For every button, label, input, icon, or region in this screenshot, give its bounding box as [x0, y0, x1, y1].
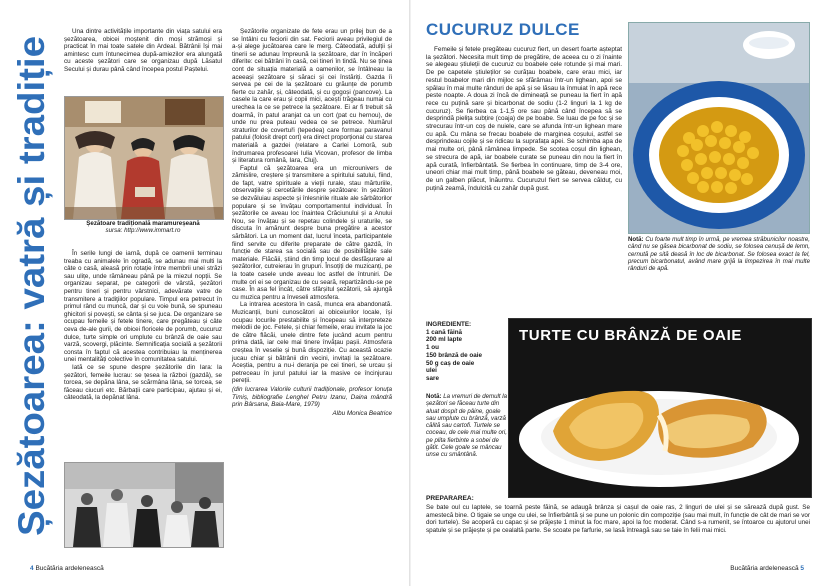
ingredients-title: INGREDIENTE: — [426, 321, 472, 328]
preparation-title: PREPARAREA: — [426, 495, 474, 502]
ingredient-item: 200 ml lapte — [426, 336, 463, 344]
note-text: Cu foarte mult timp în urmă, pe vremea străbunicilor noastre, când nu se găsea bicarbonat de sodiu, se folosea cenușă de lemn, cernută pe sită deasă în loc de bicarbonat. Se folosea exact la fel, precum bicarbonatul, având mare grijă la limpezirea în mai multe rânduri de apă. — [628, 236, 810, 273]
ingredient-item: ulei — [426, 367, 437, 375]
photo-caption — [64, 220, 222, 235]
left-column-body — [64, 250, 222, 402]
turte-photo-illustration — [509, 319, 811, 497]
body-paragraph: În serile lungi de iarnă, după ce oamenii terminau treaba cu animalele în ogradă, se adunau mai multi la câte o casă, aleasă prin rotație între membrii unei străzi sau ulițe, unde rămâneau până pe la miezul nopții. Se organizau separat, pe categorii de vârstă, șezători pentru tineri și pentru vârstnici, adevărate vatre de transmitere a tradiţiilor populare. Timpul era petrecut în primul rând cu muncă, dar și cu voie bună, se spuneau ghicitori și povești, se cânta și se juca. De organizare se ocupau femeile și fetele tinere, care pregăteau și câte ceva de-ale gurii, de obicei floricele de porumb, cucuruz dulce, turte simple ori umplute cu brânză de oaie sau varză, scovergi, plăcinte. Semnificația socială a șezătorii consta în faptul că acestea contribuiau la menținerea unei mentalități colective în comunitatea satului. — [64, 250, 222, 364]
historic-photo — [64, 462, 224, 548]
cucuruz-photo — [628, 22, 810, 234]
preparation-paragraph: Se bate oul cu laptele, se toarnă peste făină, se adaugă brânza și cașul de oaie ras, 2 linguri de ulei și se sărează după gust. Se amestecă bine. O tigaie se unge cu ulei, se înfierbântă și se pune un polonic din compoziție (sau mai mult, în funcție de cât de mari se vor dori turtele). Se acoperă cu capac și se prăjește 1 minut la foc mare, apoi la foc moderat. Când s-a rumenit, se întoarce cu ajutorul unei spatule și se prăjește și pe cealaltă parte. Se scoate pe farfurie, se lasă întreagă sau se taie în felii mai mici. — [426, 504, 810, 534]
note-label: Notă: — [628, 236, 644, 243]
turte-note — [426, 393, 508, 459]
left-footer-label: Bucătăria ardelenească — [35, 565, 104, 572]
left-footer — [30, 565, 104, 572]
photo-caption-title: Șezătoare tradițională maramureșeană — [86, 220, 200, 227]
ingredient-item: 1 ou — [426, 344, 439, 352]
ingredient-item: 50 g caș de oaie — [426, 359, 475, 367]
sezatoare-photo-illustration — [65, 97, 223, 219]
vertical-title-text: Șezătoarea: vatră și tradiție — [11, 54, 52, 536]
photo-caption-source: sursa: http://www.immart.ro — [105, 227, 181, 235]
body-paragraph: La intrarea acestora în casă, munca era abandonată. Muzicanții, buni cunoscători ai obiceiurilor locale, își ocupau locurile prestabilite și începeau să interpreteze melodii de joc. Fetele, și chiar femeile, erau invitate la joc de către flăcăi, unele dintre fete jucând acum pentru prima dată, iar cele mai tinere învățau pașii. Atmosfera creștea în veselie și bună dispoziție. Cu această ocazie jucau chiar și bătrânii din vecini, invitați la șezătoare. Aceștia, pentru a nu-i deranja pe cei tineri, se urcau și petreceau în jurul patului iar la masive ce încinjurau pereții. — [232, 301, 392, 385]
cucuruz-photo-illustration — [629, 23, 809, 233]
right-page-number: 5 — [800, 565, 804, 572]
ingredient-item: sare — [426, 374, 439, 382]
recipe-title-turte: TURTE CU BRÂNZĂ DE OAIE — [519, 327, 742, 344]
ingredient-item: 1 cană făină — [426, 328, 463, 336]
turte-photo — [508, 318, 812, 498]
intro-paragraph: Una dintre activitățile importante din viața satului era șezătoarea, obicei moștenit din moși strămoși și practicat în mai toate satele din Ardeal. Bătrânii își mai amintesc cum întunecimea după-amiezilor era alungată cu aceste șezători care se organizau după Lăsatul Secului și durau până când începea postul Paștelui. — [64, 28, 222, 73]
body-paragraph: Faptul că șezătoarea era un microunivers de zămislire, creștere și transmitere a spiritului satului, fiind, de fapt, vatre spirituale a vieții rurale, stau mărturiile, observațiile și cercetările despre șezătoare: în șezători se dezvăluiau aspecte și înlesnirile rituale ale sărbătorilor populare și se învățau comportamentul individual. În șezătorile ce aveau loc înaintea Crăciunului și a Anului Nou, se învățau și se repetau colindele și uraturile, se discuta în amănunt despre buna pregătire a acestor sărbători. La un moment dat, lucrul înceta, participantele fiind servite cu diferite preparate de către gazdă, în funcție de starea sa socială sau de posibilitățile sale materiale. Flăcăii, știind din timp locul de desfășurare al șezătorilor, cutreierau în grupuri. Însoțiți de muzicanți, pe la toate casele unde aveau loc astfel de întruniri. De multe ori ei se organizau de cu seară, repartizându-se pe case. În asa fel încât, către sfârșitul șezătorii, să ajungă cu muzica pentru a înveseli atmosfera. — [232, 164, 392, 301]
right-page — [410, 0, 820, 586]
body-paragraph: Femeile și fetele pregăteau cucuruz fiert, un desert foarte așteptat la șezători. Necesita mult timp de pregătire, de aceea cu o zi înainte se alegeau știuleții de cucuruz cu boabele cele rotunde și mai mari. De pe capetele știuleților se curățau boabele, care erau mici, iar restul boabelor mari din mijloc se sfărâmau într-un lighean, apoi se spălau în mai multe rânduri de apă și se lăsau la înmuiat în apă rece peste noapte. A doua zi încă de dimineață se puneau la fiert în apă rece cu puțină sare și bicarbonat de sodiu (1-2 linguri la 1 kg de cucuruz). Se fierbea ca 1-1,5 ore sau până când începea să se desprindă pielița subțire (coaja) de pe boabe. Se luau de pe foc și se strecurau într-un coș de nuiele, care se afunda într-un lighean mare cu apă. Cu mâna se frecau boabele de marginea coșului, astfel se desprindeau cojile și se ridicau la suprafața apei. Se schimba apa de mai multe ori, până rămânea limpede. Se scotea coșul din lighean, se strecura de apă, iar boabele curate se puneau din nou la fiert în apă curată, înfierbântată. Se fierbea în continuare, timp de 3-4 ore, uneori chiar mai mult timp, până boabele se găteau, deveneau moi, de un galben plăcut, înăuntru. Cucuruzul fiert se servea călduț, cu puțină zeamă, îndulcită cu zahăr după gust. — [426, 46, 622, 192]
right-footer-label: Bucătăria ardelenească — [730, 565, 799, 572]
historic-photo-illustration — [65, 463, 223, 547]
body-paragraph: Iată ce se spune despre șezătorile din Iara: la șezători, femeile lucrau: se țesea la război (gazdă), se torcea, se depăna lâna, se scărmâna lâna, se torcea, se făceau ciucuri etc. Bărbații care participau, ajutau și ei, câteodată, la depănat lâna. — [64, 363, 222, 402]
preparation-text — [426, 504, 810, 534]
vertical-title-svg — [6, 18, 56, 543]
left-page-number: 4 — [30, 565, 34, 572]
right-footer — [730, 565, 804, 572]
body-paragraph: Șezătorile organizate de fete erau un prilej bun de a se întâlni cu feciorii din sat. Feciorii aveau privilegiul de a-și alege jucătoarea care le merg. Câteodată, adulții și tinerii se adunau împreună la șezătoare, dar în încăperi diferite: cei bătrâni în casă, cei tineri în tindă. Nu se ținea cont de situația materială a oamenilor, se întâlneau la aceeași șezătoare și săraci și cei înstăriți. Gazda îi servea pe cei de la șezătoare cu grăunțe de porumb fierte cu zahăr, și, câteodată, și cu gogoși (pancove). La casele la care erau și copii mici, acești trăgeau numai cu urechea la ce se petrece la șezătoare. Ei ar fi trebuit să doarmă, în patul aranjat ca un cort (pat cu hernou), de unde nu prea puteau vedea ce se petrece. Numărul straturilor de covertuři (tepedea) care formau paravanul patului (folosit drept cort) era direct proporțional cu starea materială a gazdei (relatare a Carlei Lomoră, sub îndrumarea profesoarei Iulia Vicovan, profesor de limba și literatura română, Iara, Cluj). — [232, 28, 392, 165]
ingredient-item: 150 brânză de oaie — [426, 351, 482, 359]
left-column-intro — [64, 28, 222, 74]
citation: (din lucrarea Valorile culturii tradiționale, profesor Ionuța Timiș, bibliografie Lenghel Petru Izanu, Daina mândră prin Bârsana, Baia-Mare, 1979) — [232, 385, 392, 409]
cucuruz-text — [426, 46, 622, 192]
vertical-title — [6, 18, 56, 543]
ingredients-block — [426, 321, 508, 383]
recipe-title-cucuruz: CUCURUZ DULCE — [426, 20, 580, 39]
note-label: Notă: — [426, 393, 442, 400]
cucuruz-note — [628, 236, 810, 272]
sezatoare-photo — [64, 96, 224, 220]
note-text: La vremuri de demult la șezători se făceau turte din aluat dospit de pâine, goale sau umplute cu brânză, varză călită sau cartofi. Turtele se coceau, de cele mai multe ori, pe plita fierbinte a sobei de gătit. Cele goale se mâncau unse cu smântână. — [426, 393, 507, 459]
author: Albu Monica Beatrice — [332, 409, 392, 417]
left-column-right — [232, 28, 392, 417]
